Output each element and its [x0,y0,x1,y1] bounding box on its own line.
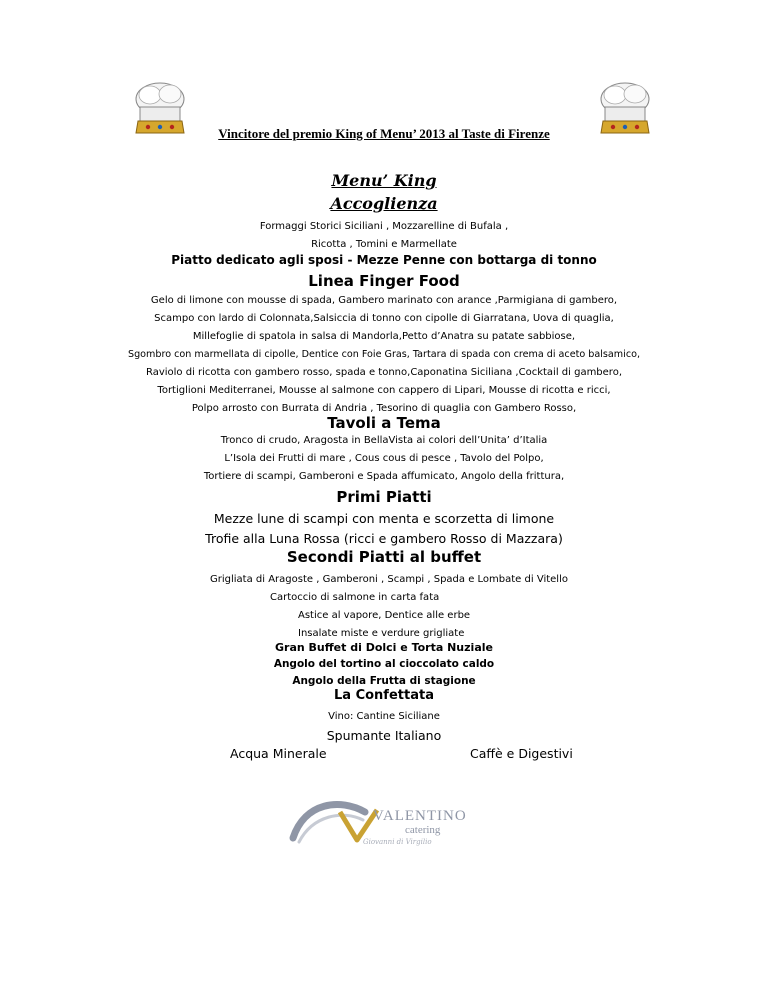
valentino-catering-logo [285,790,485,860]
logo-sub: catering [405,824,441,836]
spumante-line: Spumante Italiano [326,728,442,743]
dessert-item: Gran Buffet di Dolci e Torta Nuziale [275,641,493,654]
finger-food-item: Raviolo di ricotta con gambero rosso, spada e tonno,Caponatina Siciliana ,Cocktail di gambero, [145,367,622,378]
secondi-list [210,571,568,643]
primi-title: Primi Piatti [336,488,432,506]
theme-tables-list [0,432,768,486]
primi-item: Mezze lune di scampi con menta e scorzetta di limone [213,511,555,526]
secondi-item: Grigliata di Aragoste , Gamberoni , Scampi , Spada e Lombate di Vitello [210,574,568,585]
dedicated-dish: Piatto dedicato agli sposi - Mezze Penne con bottarga di tonno [171,253,597,267]
dessert-list [0,639,768,690]
secondi-item: Astice al vapore, Dentice alle erbe [298,610,471,621]
award-banner: Vincitore del premio King of Menu’ 2013 al Taste di Firenze [218,126,550,141]
logo-brand: VALENTINO [373,808,467,824]
menu-title: Menu’ King [331,171,437,190]
welcome-item: Ricotta , Tomini e Marmellate [311,239,457,250]
coffee-line: Caffè e Digestivi [470,746,573,761]
welcome-title: Accoglienza [330,194,438,213]
confettata-title: La Confettata [334,688,434,703]
wine-line: Vino: Cantine Siciliane [328,711,440,722]
primi-list [0,509,768,549]
theme-tables-item: Tortiere di scampi, Gamberoni e Spada affumicato, Angolo della frittura, [203,471,565,482]
theme-tables-item: Tronco di crudo, Aragosta in BellaVista ai colori dell’Unita’ d’Italia [220,435,548,446]
finger-food-list [0,292,768,418]
theme-tables-title: Tavoli a Tema [327,414,441,432]
finger-food-item: Tortiglioni Mediterranei, Mousse al salmone con cappero di Lipari, Mousse di ricotta e ricci, [157,385,611,396]
secondi-title: Secondi Piatti al buffet [286,548,482,566]
welcome-item: Formaggi Storici Siciliani , Mozzarelline di Bufala , [259,221,509,232]
theme-tables-item: L’Isola dei Frutti di mare , Cous cous di pesce , Tavolo del Polpo, [224,453,544,464]
water-line: Acqua Minerale [230,746,327,761]
finger-food-item: Gelo di limone con mousse di spada, Gambero marinato con arance ,Parmigiana di gambero, [150,295,618,306]
finger-food-item: Millefoglie di spatola in salsa di Mandorla,Petto d’Anatra su patate sabbiose, [192,331,576,342]
welcome-list [0,218,768,254]
primi-item: Trofie alla Luna Rossa (ricci e gambero Rosso di Mazzara) [205,531,563,546]
logo-tagline: Giovanni di Virgilio [363,838,432,846]
finger-food-title: Linea Finger Food [308,272,460,290]
finger-food-item: Polpo arrosto con Burrata di Andria , Tesorino di quaglia con Gambero Rosso, [191,403,577,414]
finger-food-item: Scampo con lardo di Colonnata,Salsiccia di tonno con cipolle di Giarratana, Uova di quaglia, [154,313,614,324]
secondi-item: Insalate miste e verdure grigliate [298,628,465,639]
finger-food-item: Sgombro con marmellata di cipolle, Dentice con Foie Gras, Tartara di spada con crema di aceto balsamico, [127,349,641,360]
dessert-item: Angolo della Frutta di stagione [292,675,476,687]
secondi-item: Cartoccio di salmone in carta fata [270,592,440,603]
dessert-item: Angolo del tortino al cioccolato caldo [273,658,495,670]
